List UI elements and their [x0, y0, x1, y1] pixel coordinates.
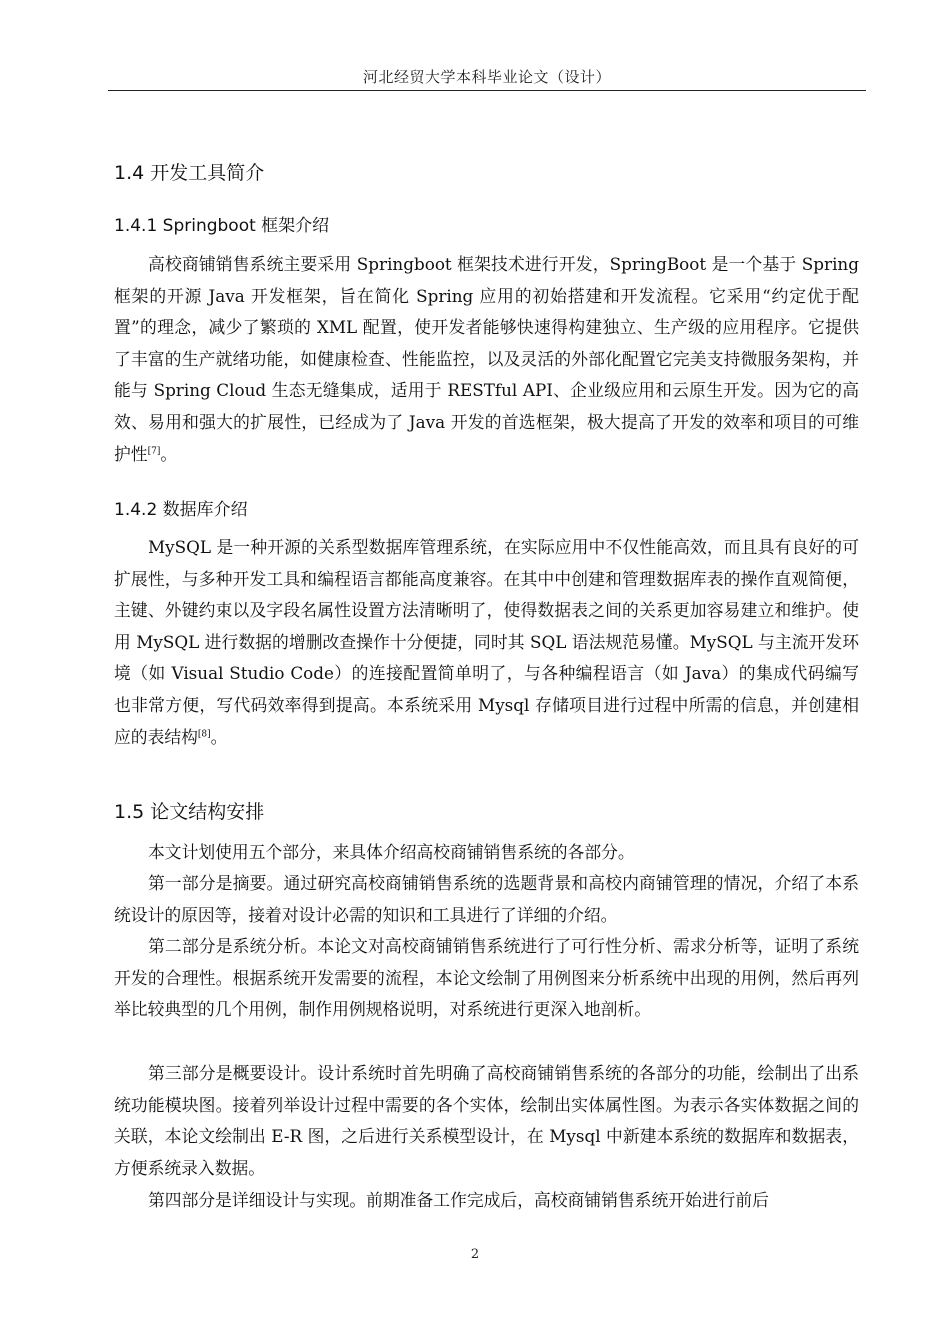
- subsection-heading-1-4-2: 1.4.2 数据库介绍: [114, 500, 248, 520]
- paragraph-part-three: 第三部分是概要设计。设计系统时首先明确了高校商铺销售系统的各部分的功能，绘制出了出系统功能模块图。接着列举设计过程中需要的各个实体，绘制出实体属性图。为表示各实体数据之间的关联，本论文绘制出 E-R 图，之后进行关系模型设计，在 Mysql 中新建本系统的数据库和数据表，方便系统录入数据。: [114, 1063, 859, 1178]
- paragraph-mysql: [114, 532, 859, 753]
- citation: [7]: [147, 445, 161, 456]
- paragraph-text: 高校商铺销售系统主要采用 Springboot 框架技术进行开发，SpringBoot 是一个基于 Spring 框架的开源 Java 开发框架，旨在简化 Spring 应用的初始搭建和开发流程。它采用“约定优于配置”的理念，减少了繁琐的 XML 配置，使开发者能够快速得构建独立、生产级的应用程序。它提供了丰富的生产就绪功能，如健康检查、性能监控，以及灵活的外部化配置它完美支持微服务架构，并能与 Spring Cloud 生态无缝集成，适用于 RESTful API、企业级应用和云原生开发。因为它的高效、易用和强大的扩展性，已经成为了 Java 开发的首选框架，极大提高了开发的效率和项目的可维护性: [114, 254, 859, 464]
- paragraph-part-four: 第四部分是详细设计与实现。前期准备工作完成后，高校商铺销售系统开始进行前后: [148, 1190, 769, 1210]
- paragraph-end: 。: [210, 726, 228, 747]
- paragraph-springboot: [114, 249, 859, 470]
- section-heading-1-4: 1.4 开发工具简介: [114, 162, 265, 184]
- citation: [8]: [197, 728, 211, 739]
- section-heading-1-5: 1.5 论文结构安排: [114, 801, 265, 823]
- paragraph-structure-intro: 本文计划使用五个部分，来具体介绍高校商铺销售系统的各部分。: [148, 842, 635, 862]
- running-header: 河北经贸大学本科毕业论文（设计）: [362, 68, 611, 86]
- paragraph-text: MySQL 是一种开源的关系型数据库管理系统，在实际应用中不仅性能高效，而且具有良好的可扩展性，与多种开发工具和编程语言都能高度兼容。在其中中创建和管理数据库表的操作直观简便，主键、外键约束以及字段名属性设置方法清晰明了，使得数据表之间的关系更加容易建立和维护。使用 MySQL 进行数据的增删改查操作十分便捷，同时其 SQL 语法规范易懂。MySQL 与主流开发环境（如 Visual Studio Code）的连接配置简单明了，与各种编程语言（如 Java）的集成代码编写也非常方便，写代码效率得到提高。本系统采用 Mysql 存储项目进行过程中所需的信息，并创建相应的表结构: [114, 537, 859, 747]
- header-rule: [108, 90, 866, 91]
- page-number: 2: [470, 1247, 480, 1262]
- subsection-heading-1-4-1: 1.4.1 Springboot 框架介绍: [114, 216, 330, 236]
- paragraph-end: 。: [160, 443, 178, 464]
- paragraph-part-one: 第一部分是摘要。通过研究高校商铺销售系统的选题背景和高校内商铺管理的情况，介绍了本系统设计的原因等，接着对设计必需的知识和工具进行了详细的介绍。: [114, 873, 859, 925]
- paragraph-part-two: 第二部分是系统分析。本论文对高校商铺销售系统进行了可行性分析、需求分析等，证明了系统开发的合理性。根据系统开发需要的流程，本论文绘制了用例图来分析系统中出现的用例，然后再列举比较典型的几个用例，制作用例规格说明，对系统进行更深入地剖析。: [114, 936, 859, 1020]
